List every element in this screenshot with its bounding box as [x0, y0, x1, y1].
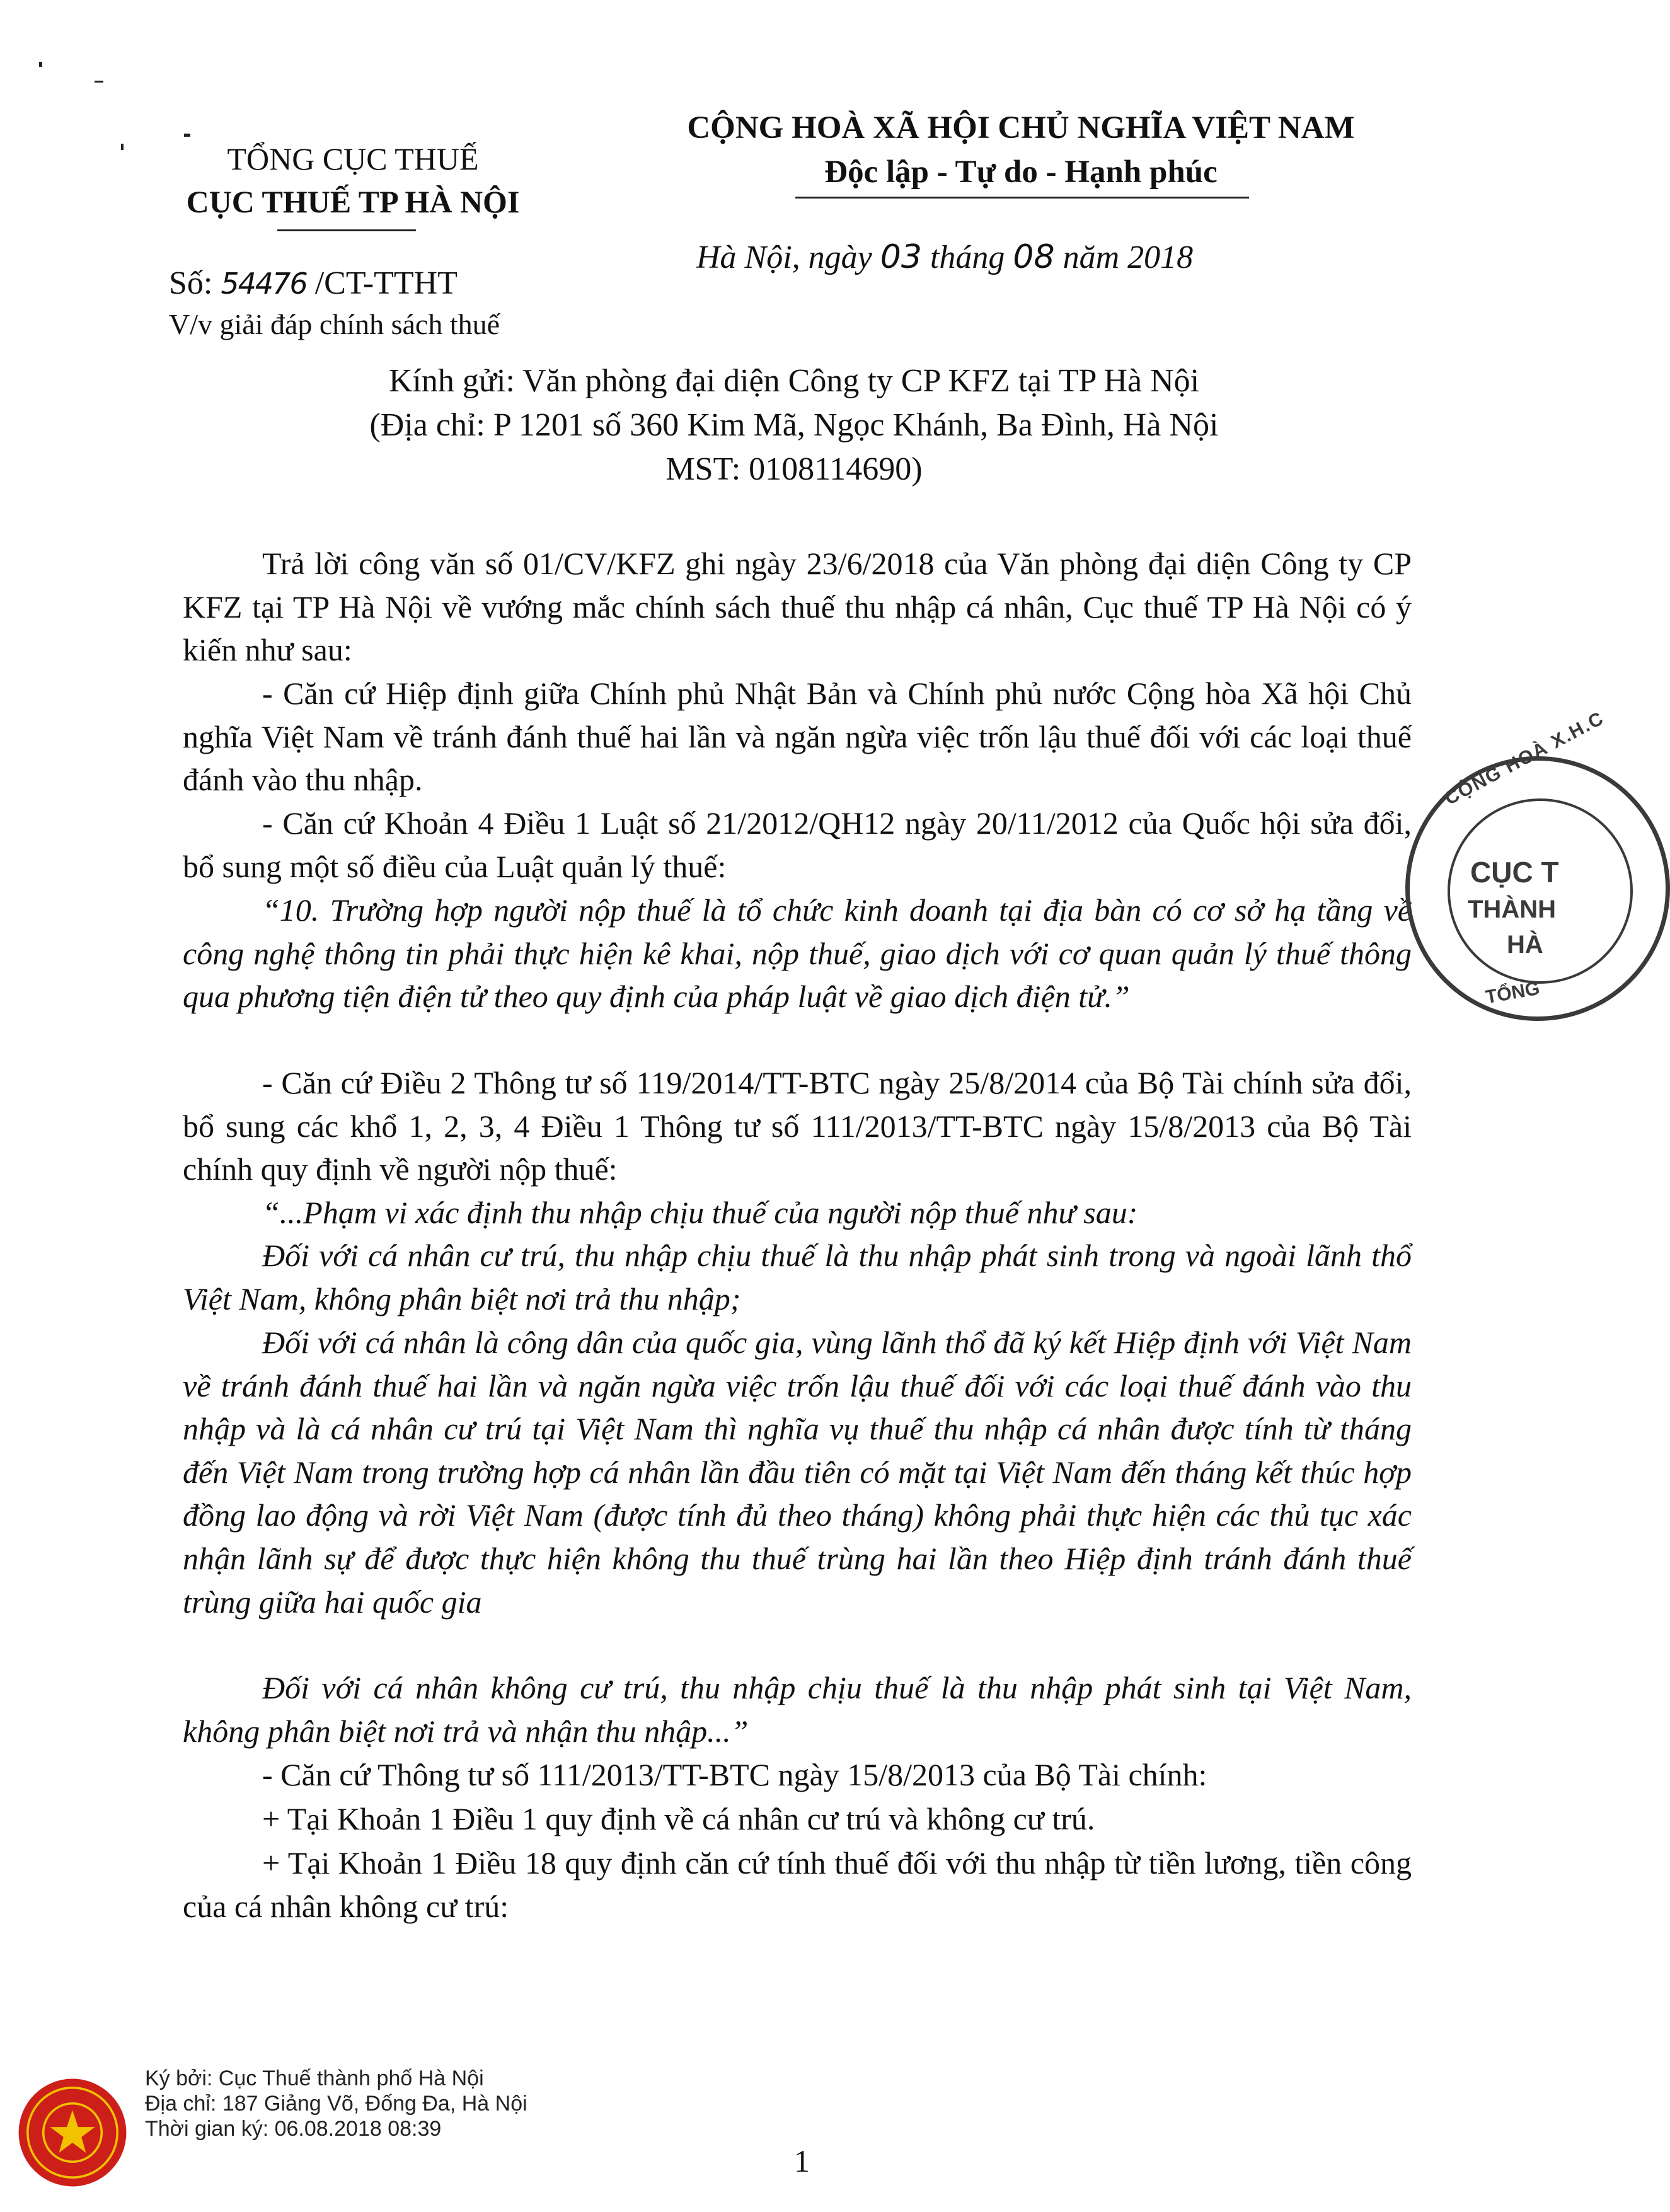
paragraph-quote-scope: “...Phạm vi xác định thu nhập chịu thuế của người nộp thuế như sau: [262, 1195, 1138, 1230]
date-month-label: tháng [930, 239, 1005, 275]
doc-number [169, 265, 458, 302]
paragraph-clause-1-art-18: + Tại Khoản 1 Điều 18 quy định căn cứ tính thuế đối với thu nhập từ tiền lương, tiền công của cá nhân không cư trú: [183, 1845, 1412, 1924]
header-right [630, 106, 1412, 194]
page-number: 1 [794, 2143, 810, 2179]
paragraph-circular-119: - Căn cứ Điều 2 Thông tư số 119/2014/TT-BTC ngày 25/8/2014 của Bộ Tài chính sửa đổi, bổ sung các khổ 1, 2, 3, 4 Điều 1 Thông tư số 111/2013/TT-BTC ngày 15/8/2013 của Bộ Tài chính quy định về người nộp thuế: [183, 1065, 1412, 1187]
paragraph-law: - Căn cứ Khoản 4 Điều 1 Luật số 21/2012/QH12 ngày 20/11/2012 của Quốc hội sửa đổi, bổ sung một số điều của Luật quản lý thuế: [183, 805, 1412, 884]
doc-number-handwritten: 54476 [221, 267, 307, 301]
scan-speck [184, 134, 190, 137]
motto: Độc lập - Tự do - Hạnh phúc [824, 154, 1218, 190]
scan-speck [39, 62, 42, 67]
digital-signature-info [145, 2066, 527, 2141]
country-name: CỘNG HOÀ XÃ HỘI CHỦ NGHĨA VIỆT NAM [687, 110, 1355, 146]
signed-by: Ký bởi: Cục Thuế thành phố Hà Nội [145, 2066, 484, 2090]
signer-address: Địa chỉ: 187 Giảng Võ, Đống Đa, Hà Nội [145, 2092, 527, 2116]
recipient-line3: MST: 0108114690) [665, 451, 923, 487]
date-year: năm 2018 [1062, 239, 1194, 275]
paragraph-intro: Trả lời công văn số 01/CV/KFZ ghi ngày 23/6/2018 của Văn phòng đại diện Công ty CP KFZ tại TP Hà Nội về vướng mắc chính sách thuế thu nhập cá nhân, Cục thuế TP Hà Nội có ý kiến như sau: [183, 546, 1412, 668]
paragraph-treaty-resident: Đối với cá nhân là công dân của quốc gia, vùng lãnh thổ đã ký kết Hiệp định với Việt Nam về tránh đánh thuế hai lần và ngăn ngừa việc trốn lậu thuế đối với các loại thuế đánh vào thu nhập và là cá nhân cư trú tại Việt Nam thì nghĩa vụ thuế thu nhập cá nhân được tính từ tháng đến Việt Nam trong trường hợp cá nhân lần đầu tiên có mặt tại Việt Nam đến tháng kết thúc hợp đồng lao động và rời Việt Nam (được tính đủ theo tháng) không phải thực hiện các thủ tục xác nhận lãnh sự để được thực hiện không thu thuế trùng hai lần theo Hiệp định tránh đánh thuế trùng giữa hai quốc gia [183, 1325, 1412, 1620]
digital-signature-seal [16, 2077, 129, 2189]
agency-underline [277, 229, 416, 231]
paragraph-clause-1-art-1: + Tại Khoản 1 Điều 1 quy định về cá nhân cư trú và không cư trú. [262, 1801, 1095, 1836]
paragraph-quote-law: “10. Trường hợp người nộp thuế là tổ chức kinh doanh tại địa bàn có cơ sở hạ tầng về công nghệ thông tin phải thực hiện kê khai, nộp thuế, giao dịch với cơ quan quản lý thuế thông qua phương tiện điện tử theo quy định của pháp luật về giao dịch điện tử.” [183, 892, 1412, 1015]
date-day: 03 [880, 238, 922, 276]
recipient-line1: Kính gửi: Văn phòng đại diện Công ty CP KFZ tại TP Hà Nội [388, 363, 1200, 399]
agency-name: CỤC THUẾ TP HÀ NỘI [186, 184, 520, 219]
motto-underline [795, 197, 1249, 199]
paragraph-resident: Đối với cá nhân cư trú, thu nhập chịu thuế là thu nhập phát sinh trong và ngoài lãnh thổ Việt Nam, không phân biệt nơi trả thu nhập; [183, 1238, 1412, 1316]
stamp-center-line3: HÀ [1507, 931, 1543, 959]
scan-speck [95, 81, 103, 83]
doc-number-suffix: /CT-TTHT [314, 265, 458, 301]
paragraph-circular-111: - Căn cứ Thông tư số 111/2013/TT-BTC ngày 15/8/2013 của Bộ Tài chính: [262, 1757, 1207, 1792]
stamp-bottom-text: TỔNG [1483, 977, 1541, 1008]
stamp-center-line1: CỤC T [1470, 856, 1559, 889]
date-prefix: Hà Nội, ngày [696, 239, 872, 275]
stamp-arc-text: CỘNG HOÀ X.H.C [1441, 707, 1608, 810]
header-left [139, 137, 567, 223]
official-stamp [1405, 707, 1670, 1021]
recipient-line2: (Địa chỉ: P 1201 số 360 Kim Mã, Ngọc Khánh, Ba Đình, Hà Nội [369, 407, 1219, 443]
recipient-block [265, 359, 1323, 492]
signing-time: Thời gian ký: 06.08.2018 08:39 [145, 2117, 442, 2141]
doc-number-prefix: Số: [169, 265, 213, 301]
scan-speck [121, 144, 124, 150]
date-month: 08 [1013, 238, 1055, 276]
stamp-center-line2: THÀNH [1468, 896, 1556, 923]
date-line [696, 238, 1193, 276]
paragraph-treaty: - Căn cứ Hiệp định giữa Chính phủ Nhật Bản và Chính phủ nước Cộng hòa Xã hội Chủ nghĩa Việt Nam về tránh đánh thuế hai lần và ngăn ngừa việc trốn lậu thuế đối với các loại thuế đánh vào thu nhập. [183, 676, 1412, 798]
doc-subject: V/v giải đáp chính sách thuế [169, 308, 500, 340]
paragraph-non-resident: Đối với cá nhân không cư trú, thu nhập chịu thuế là thu nhập phát sinh tại Việt Nam, không phân biệt nơi trả và nhận thu nhập...” [183, 1670, 1412, 1749]
agency-parent: TỔNG CỤC THUẾ [227, 141, 479, 176]
